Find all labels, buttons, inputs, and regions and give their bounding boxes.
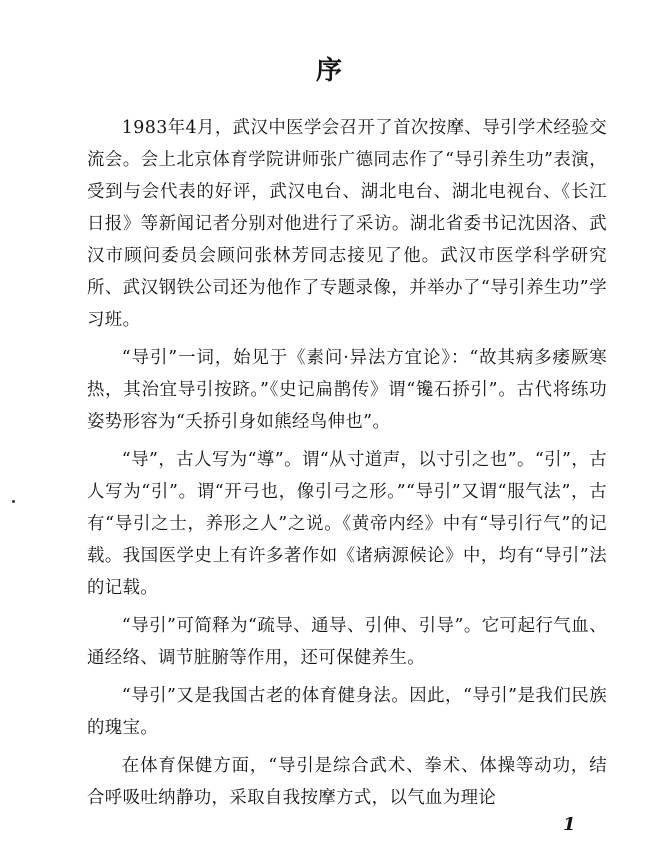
- preface-body: [87, 112, 607, 820]
- paragraph-1: 1983年4月，武汉中医学会召开了首次按摩、导引学术经验交流会。会上北京体育学院讲师张广德同志作了“导引养生功”表演，受到与会代表的好评，武汉电台、湖北电台、湖北电视台、《长江日报》等新闻记者分别对他进行了采访。湖北省委书记沈因洛、武汉市顾问委员会顾问张林芳同志接见了他。武汉市医学科学研究所、武汉钢铁公司还为他作了专题录像，并举办了“导引养生功”学习班。: [87, 118, 607, 330]
- paragraph-6: 在体育保健方面，“导引是综合武术、拳术、体操等动功，结合呼吸吐纳静功，采取自我按摩方式，以气血为理论: [87, 756, 607, 808]
- paragraph-5: “导引”又是我国古老的体育健身法。因此，“导引”是我们民族的瑰宝。: [87, 686, 607, 738]
- paragraph-2: “导引”一词，始见于《素问·异法方宜论》：“故其病多痿厥寒热，其治宜导引按跻。”《史记扁鹊传》谓“镵石挢引”。古代将练功姿势形容为“夭挢引身如熊经鸟伸也”。: [87, 348, 607, 432]
- scan-speck: [12, 500, 15, 503]
- paragraph-3: “导”，古人写为“導”。谓“从寸道声，以寸引之也”。“引”，古人写为“引”。谓“开弓也，像引弓之形。”“导引”又谓“服气法”，古有“导引之士，养形之人”之说。《黄帝内经》中有“导引行气”的记载。我国医学史上有许多著作如《诸病源候论》中，均有“导引”法的记载。: [87, 450, 607, 598]
- page-number: 1: [563, 814, 576, 835]
- paragraph-4: “导引”可简释为“疏导、通导、引伸、引导”。它可起行气血、通经络、调节脏腑等作用，还可保健养生。: [87, 616, 607, 668]
- page-title: 序: [315, 56, 344, 86]
